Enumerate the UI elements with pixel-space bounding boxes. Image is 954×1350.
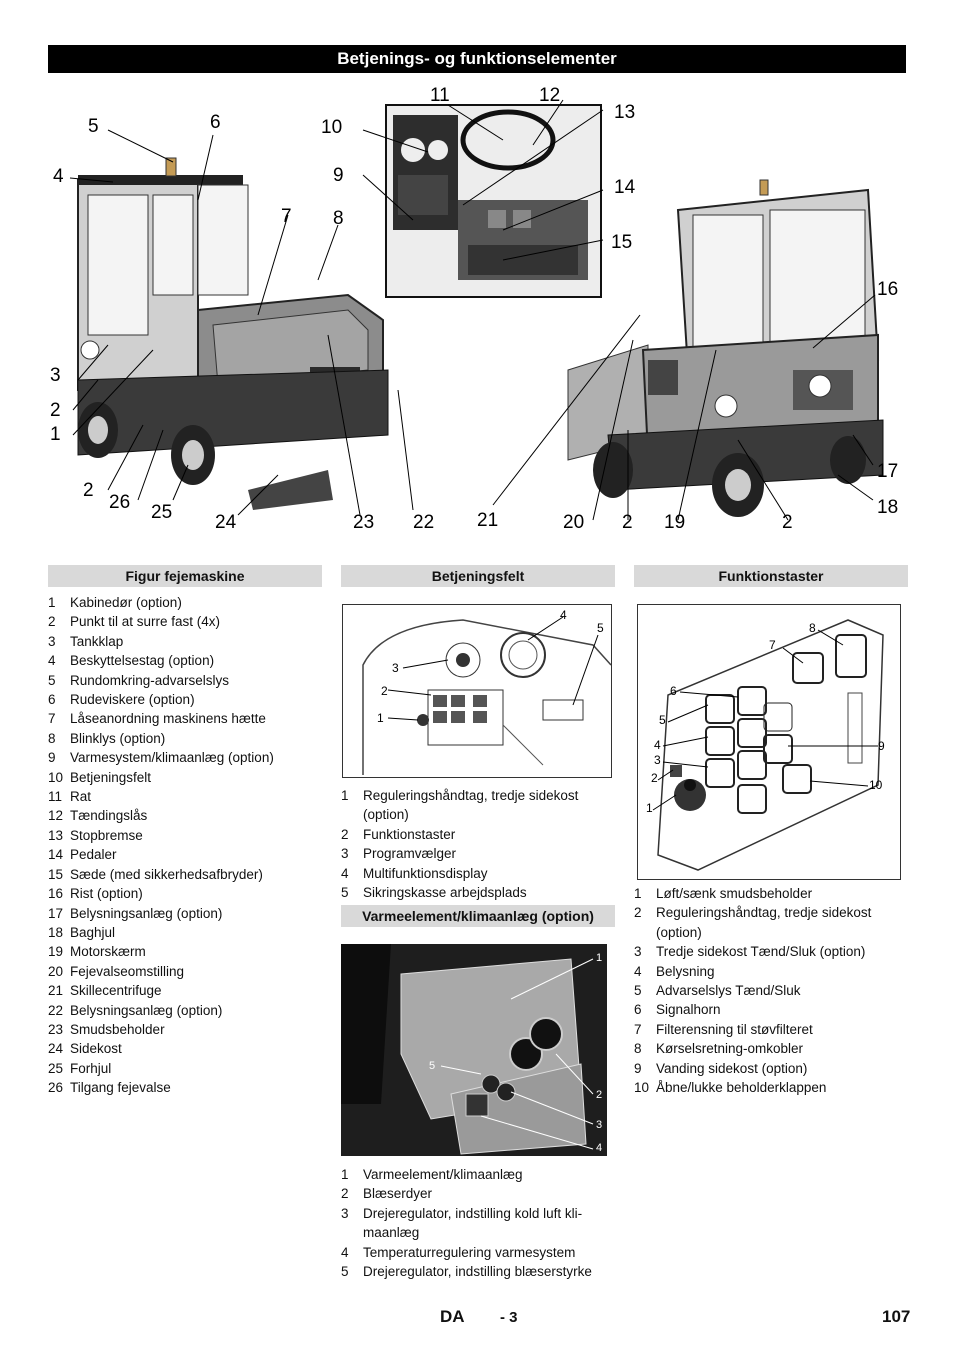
list-item: [634, 903, 909, 942]
list-item: [48, 709, 328, 728]
betjeningsfelt-heading: Betjeningsfelt: [341, 565, 615, 587]
item-text: Motorskærm: [70, 944, 146, 960]
item-number: 2: [341, 826, 349, 842]
list-item: [634, 1020, 909, 1039]
footer-section-page: - 3: [500, 1309, 518, 1326]
item-text: Temperaturregulering varmesystem: [363, 1244, 576, 1260]
item-text: Signalhorn: [656, 1002, 721, 1018]
item-text: Tankklap: [70, 633, 124, 649]
list-item: [341, 1243, 616, 1262]
item-number: 5: [341, 1264, 349, 1280]
callout-13: 13: [614, 102, 636, 123]
item-number: 18: [48, 924, 64, 940]
item-text: Betjeningsfelt: [70, 769, 152, 785]
list-item: [48, 1001, 328, 1020]
list-item: [48, 787, 328, 806]
item-text: Drejeregulator, indstilling blæserstyrke: [363, 1264, 592, 1280]
callout-7: 7: [281, 206, 292, 227]
item-number: 8: [634, 1041, 642, 1057]
ft-callout-5: 5: [659, 713, 666, 727]
item-text: Sæde (med sikkerhedsafbryder): [70, 866, 263, 882]
ft-callout-6: 6: [670, 684, 677, 698]
item-number: 4: [341, 1244, 349, 1260]
list-item: [48, 1020, 328, 1039]
item-text: Reguleringshåndtag, tredje sidekost (option): [656, 905, 872, 940]
list-item: [341, 864, 616, 883]
list-item: [341, 844, 616, 863]
item-number: 3: [341, 846, 349, 862]
ft-callout-3: 3: [654, 753, 661, 767]
figur-heading: Figur fejemaskine: [48, 565, 322, 587]
callout-24: 24: [215, 512, 237, 533]
callout-10: 10: [321, 117, 343, 138]
item-number: 12: [48, 808, 64, 824]
callout-11: 11: [430, 85, 450, 106]
item-number: 10: [48, 769, 64, 785]
item-text: Rudeviskere (option): [70, 692, 195, 708]
callout-16: 16: [877, 279, 899, 300]
list-item: [341, 1262, 616, 1281]
footer-lang: DA: [440, 1307, 465, 1326]
varme-callout-3: 3: [596, 1119, 603, 1131]
item-number: 3: [48, 633, 56, 649]
varme-heading: Varmeelement/klimaanlæg (option): [341, 905, 615, 927]
item-number: 7: [48, 711, 56, 727]
item-number: 5: [634, 983, 642, 999]
item-number: 21: [48, 983, 64, 999]
callout-3: 3: [50, 365, 61, 386]
item-number: 2: [341, 1186, 349, 1202]
callout-12: 12: [539, 85, 561, 106]
list-item: [48, 1078, 328, 1097]
item-number: 15: [48, 866, 64, 882]
item-number: 3: [341, 1205, 349, 1221]
callout-2d: 2: [782, 512, 793, 533]
bf-callout-4: 4: [560, 608, 567, 622]
item-text: Reguleringshåndtag, tredje sidekost (option): [363, 788, 579, 823]
list-item: [48, 690, 328, 709]
item-text: Funktionstaster: [363, 826, 456, 842]
figur-list: [48, 593, 328, 1098]
ft-callout-4: 4: [654, 738, 661, 752]
item-number: 6: [634, 1002, 642, 1018]
page-title: Betjenings- og funktionselementer: [48, 45, 906, 73]
item-number: 20: [48, 963, 64, 979]
callout-1: 1: [50, 424, 61, 445]
item-text: Tredje sidekost Tænd/Sluk (option): [656, 944, 866, 960]
heater-unit-drawing: [341, 944, 607, 1156]
ft-callout-1: 1: [646, 801, 653, 815]
list-item: [634, 981, 909, 1000]
list-item: [48, 612, 328, 631]
list-item: [48, 962, 328, 981]
right-machine: [568, 180, 883, 517]
list-item: [48, 632, 328, 651]
varme-callout-5: 5: [429, 1060, 436, 1072]
callout-2b: 2: [83, 480, 94, 501]
callout-2: 2: [50, 400, 61, 421]
item-number: 10: [634, 1080, 650, 1096]
callout-4: 4: [53, 166, 64, 187]
callout-18: 18: [877, 497, 899, 518]
item-number: 9: [634, 1060, 642, 1076]
callout-17: 17: [877, 461, 899, 482]
item-number: 11: [48, 789, 63, 805]
list-item: [48, 768, 328, 787]
item-text: Belysning: [656, 963, 715, 979]
item-number: 5: [48, 672, 56, 688]
callout-6: 6: [210, 112, 221, 133]
item-number: 22: [48, 1002, 64, 1018]
list-item: [48, 806, 328, 825]
item-text: Varmeelement/klimaanlæg: [363, 1167, 523, 1182]
list-item: [634, 942, 909, 961]
callout-19: 19: [664, 512, 686, 533]
list-item: [48, 651, 328, 670]
varme-list: [341, 1165, 616, 1281]
item-text: Pedaler: [70, 847, 117, 863]
callout-2c: 2: [622, 512, 633, 533]
item-number: 23: [48, 1021, 64, 1037]
item-text: Punkt til at surre fast (4x): [70, 614, 221, 630]
item-text: Filterensning til støvfilteret: [656, 1021, 813, 1037]
list-item: [341, 1165, 616, 1184]
callout-22: 22: [413, 512, 435, 533]
item-number: 1: [48, 595, 56, 610]
item-number: 8: [48, 730, 56, 746]
bf-callout-2: 2: [381, 684, 388, 698]
ft-callout-10: 10: [869, 778, 883, 792]
varme-photo: [341, 944, 607, 1156]
item-text: Løft/sænk smudsbeholder: [656, 886, 813, 901]
item-text: Blæserdyer: [363, 1186, 433, 1202]
item-number: 5: [341, 885, 349, 901]
callout-14: 14: [614, 177, 636, 198]
list-item: [341, 1204, 616, 1243]
list-item: [341, 883, 616, 902]
ft-callout-7: 7: [769, 638, 776, 652]
bf-callout-5: 5: [597, 621, 604, 635]
betjeningsfelt-list: [341, 786, 616, 902]
ft-callout-8: 8: [809, 621, 816, 635]
machine-figure: [48, 80, 906, 550]
item-text: Kabinedør (option): [70, 595, 182, 610]
funktionstaster-illustration: [637, 604, 901, 880]
item-text: Stopbremse: [70, 827, 143, 843]
item-text: Forhjul: [70, 1060, 112, 1076]
list-item: [48, 942, 328, 961]
list-item: [341, 786, 616, 825]
item-number: 17: [48, 905, 64, 921]
list-item: [48, 904, 328, 923]
ft-callout-9: 9: [878, 739, 885, 753]
callout-23: 23: [353, 512, 375, 533]
item-text: Multifunktionsdisplay: [363, 865, 488, 881]
item-text: Beskyttelsestag (option): [70, 653, 215, 669]
item-number: 1: [341, 1167, 349, 1182]
list-item: [48, 593, 328, 612]
list-item: [48, 826, 328, 845]
item-text: Tændingslås: [70, 808, 148, 824]
callout-5: 5: [88, 116, 99, 137]
bf-callout-1: 1: [377, 711, 384, 725]
item-text: Drejeregulator, indstilling kold luft kli-maanlæg: [363, 1205, 583, 1241]
item-number: 3: [634, 944, 642, 960]
funktionstaster-list: [634, 884, 909, 1097]
list-item: [48, 1039, 328, 1058]
item-number: 2: [634, 905, 642, 921]
item-number: 4: [341, 865, 349, 881]
bf-callout-3: 3: [392, 661, 399, 675]
item-text: Låseanordning maskinens hætte: [70, 711, 266, 727]
item-text: Smudsbeholder: [70, 1021, 165, 1037]
item-number: 2: [48, 614, 56, 630]
item-text: Skillecentrifuge: [70, 983, 162, 999]
callout-15: 15: [611, 232, 633, 253]
item-text: Belysningsanlæg (option): [70, 1002, 223, 1018]
list-item: [48, 729, 328, 748]
list-item: [48, 865, 328, 884]
item-text: Sidekost: [70, 1041, 122, 1057]
callout-25: 25: [151, 502, 173, 523]
item-number: 4: [634, 963, 642, 979]
list-item: [634, 962, 909, 981]
item-number: 9: [48, 750, 56, 766]
varme-callout-4: 4: [596, 1142, 603, 1154]
list-item: [341, 1184, 616, 1203]
betjeningsfelt-illustration: [342, 604, 612, 778]
list-item: [48, 845, 328, 864]
list-item: [48, 1059, 328, 1078]
item-text: Rat: [70, 789, 92, 805]
item-number: 19: [48, 944, 64, 960]
callout-8: 8: [333, 208, 344, 229]
callout-21: 21: [477, 510, 499, 531]
item-number: 6: [48, 692, 56, 708]
item-text: Programvælger: [363, 846, 457, 862]
funktionstaster-heading: Funktionstaster: [634, 565, 908, 587]
item-text: Baghjul: [70, 924, 116, 940]
item-text: Varmesystem/klimaanlæg (option): [70, 750, 274, 766]
list-item: [48, 671, 328, 690]
item-text: Tilgang fejevalse: [70, 1080, 171, 1096]
item-text: Rundomkring-advarselslys: [70, 672, 230, 688]
list-item: [48, 748, 328, 767]
item-text: Blinklys (option): [70, 730, 166, 746]
varme-callout-1: 1: [596, 952, 603, 964]
list-item: [634, 1059, 909, 1078]
item-text: Fejevalseomstilling: [70, 963, 185, 979]
item-text: Advarselslys Tænd/Sluk: [656, 983, 801, 999]
item-number: 7: [634, 1021, 642, 1037]
item-text: Sikringskasse arbejdsplads: [363, 885, 527, 901]
callout-20: 20: [563, 512, 585, 533]
item-text: Rist (option): [70, 886, 143, 902]
item-number: 13: [48, 827, 64, 843]
list-item: [48, 981, 328, 1000]
item-text: Kørselsretning-omkobler: [656, 1041, 804, 1057]
item-number: 25: [48, 1060, 64, 1076]
ft-callout-2: 2: [651, 771, 658, 785]
list-item: [341, 825, 616, 844]
callout-9: 9: [333, 165, 344, 186]
item-number: 14: [48, 847, 64, 863]
machine-illustration: [48, 80, 906, 550]
item-number: 26: [48, 1080, 64, 1096]
item-text: Belysningsanlæg (option): [70, 905, 223, 921]
item-number: 24: [48, 1041, 64, 1057]
list-item: [634, 1078, 909, 1097]
item-number: 4: [48, 653, 56, 669]
item-number: 1: [634, 886, 642, 901]
item-text: Åbne/lukke beholderklappen: [656, 1080, 827, 1096]
list-item: [48, 923, 328, 942]
list-item: [634, 1000, 909, 1019]
footer-page-number: 107: [882, 1307, 911, 1326]
callout-26: 26: [109, 492, 131, 513]
list-item: [634, 1039, 909, 1058]
item-number: 1: [341, 788, 349, 803]
list-item: [634, 884, 909, 903]
item-text: Vanding sidekost (option): [656, 1060, 808, 1076]
item-number: 16: [48, 886, 64, 902]
list-item: [48, 884, 328, 903]
varme-callout-2: 2: [596, 1089, 603, 1101]
